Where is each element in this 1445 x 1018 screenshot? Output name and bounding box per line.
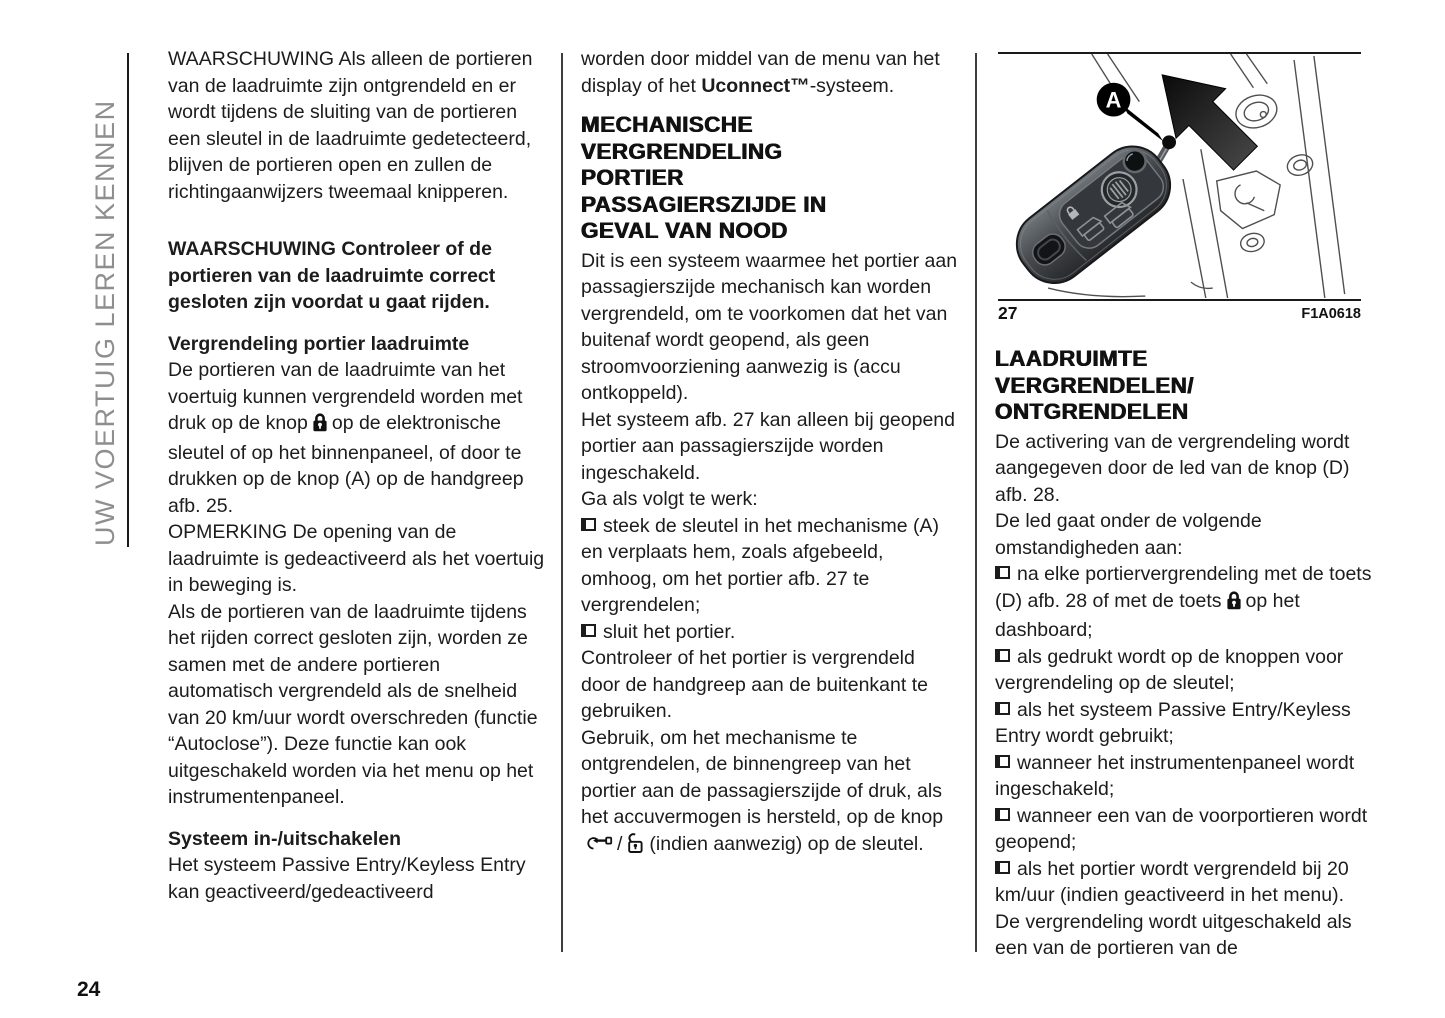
chapter-sidebar-title: UW VOERTUIG LEREN KENNEN — [90, 99, 120, 546]
bullet-lock-20kmh: als het portier wordt vergrendeld bij 20 km/uur (indien geactiveerd in het menu). — [995, 857, 1349, 906]
column-divider-1 — [561, 53, 563, 952]
bullet-square-icon — [995, 566, 1010, 579]
lock-closed-icon — [312, 412, 328, 440]
column-1 — [168, 46, 545, 905]
paragraph-note: OPMERKING De opening van de laadruimte is gedeactiveerd als het voertuig in beweging is. — [168, 521, 545, 596]
paragraph-procedure-intro: Ga als volgt te werk: — [581, 488, 758, 510]
bullet-square-icon — [995, 755, 1010, 768]
column-divider-2 — [975, 53, 977, 952]
page-number: 24 — [77, 978, 101, 1001]
bullet-passive-entry: als het systeem Passive Entry/Keyless Entry wordt gebruikt; — [995, 698, 1351, 747]
bullet-front-door-open: wanneer een van de voorportieren wordt geopend; — [995, 804, 1368, 853]
paragraph-check-lock: Controleer of het portier is vergrendeld door de handgreep aan de buitenkant te gebruiken. — [581, 647, 928, 722]
direction-arrow — [1162, 75, 1257, 170]
section-heading-cargo-lock-unlock: LAADRUIMTE VERGRENDELEN/ ONTGRENDELEN — [995, 346, 1194, 424]
bullet-lock-with-button: na elke portiervergrendeling met de toets (D) afb. 28 of met de toets op het dashboard; — [995, 563, 1372, 641]
sidebar-rule — [127, 53, 129, 547]
paragraph-unlock: Gebruik, om het mechanisme te ontgrendelen, de binnengreep van het portier aan de passagierszijde of druk, als het accuvermogen is hersteld, op de knop/ (indien aanwezig) op de sleutel. — [581, 725, 958, 861]
bullet-key-buttons: als gedrukt wordt op de knoppen voor vergrendeling op de sleutel; — [995, 645, 1344, 694]
bullet-instrument-panel: wanneer het instrumentenpaneel wordt ingeschakeld; — [995, 751, 1355, 800]
warning-paragraph-2: WAARSCHUWING Controleer of de portieren van de laadruimte correct gesloten zijn voordat u gaat rijden. — [168, 238, 496, 313]
door-lock-key-illustration — [995, 54, 1365, 298]
lock-open-icon — [626, 833, 645, 861]
uconnect-brand: Uconnect™ — [701, 74, 810, 97]
bullet-square-icon — [995, 702, 1010, 715]
car-unlock-icon — [585, 834, 613, 861]
trademark-symbol: ™ — [790, 74, 810, 97]
bullet-insert-key: steek de sleutel in het mechanisme (A) en verplaats hem, zoals afgebeeld, omhoog, om het portier afb. 27 te vergrendelen; — [581, 514, 939, 616]
paragraph-led-conditions-intro: De led gaat onder de volgende omstandigheden aan: — [995, 510, 1262, 559]
figure-code: F1A0618 — [1301, 306, 1361, 322]
bullet-square-icon — [995, 649, 1010, 662]
paragraph-uconnect: worden door middel van de menu van het display of het Uconnect™-systeem. — [581, 48, 940, 97]
column-2 — [581, 46, 958, 860]
subheading-cargo-door-lock: Vergrendeling portier laadruimte — [168, 332, 470, 355]
key-fob — [1004, 133, 1184, 296]
figure-bottom-rule — [998, 299, 1361, 301]
bullet-square-icon — [995, 808, 1010, 821]
bullet-square-icon — [581, 518, 596, 531]
subheading-system-on-off: Systeem in-/uitschakelen — [168, 827, 402, 850]
figure-number: 27 — [998, 303, 1018, 323]
warning-paragraph-1: WAARSCHUWING Als alleen de portieren van de laadruimte zijn ontgrendeld en er wordt tijdens de sluiting van de portieren een sleutel in de laadruimte gedetecteerd, blijven de portieren open en zullen de richtingaanwijzers tweemaal knipperen. — [168, 48, 533, 203]
paragraph-system-description: Dit is een systeem waarmee het portier aan passagierszijde mechanisch kan worden vergrendeld, om te voorkomen dat het van buitenaf wordt geopend, als geen stroomvoorziening aanwezig is (accu ontkoppeld). — [581, 249, 958, 404]
paragraph-autoclose: Als de portieren van de laadruimte tijdens het rijden correct gesloten zijn, worden ze samen met de andere portieren automatisch vergrendeld als de snelheid van 20 km/uur wordt overschreden (functie “Autoclose”). Deze functie kan ook uitgeschakeld worden via het menu op het instrumentenpaneel. — [168, 600, 538, 808]
paragraph-led-activation: De activering van de vergrendeling wordt aangegeven door de led van de knop (D) afb. 28. — [995, 430, 1350, 506]
callout-a-label: A — [1105, 87, 1122, 113]
bullet-close-door: sluit het portier. — [581, 619, 958, 646]
column-3 — [995, 338, 1372, 962]
bullet-square-icon — [995, 861, 1010, 874]
paragraph-cargo-lock: De portieren van de laadruimte van het voertuig kunnen vergrendeld worden met druk op de knop op de elektronische sleutel of op het binnenpaneel, of door te drukken op de knop (A) op de handgreep afb. 25. — [168, 359, 524, 517]
section-heading-mechanical-lock: MECHANISCHE VERGRENDELING PORTIER PASSAGIERSZIJDE IN GEVAL VAN NOOD — [581, 112, 827, 243]
figure-27 — [995, 54, 1365, 298]
bullet-square-icon — [581, 624, 596, 637]
paragraph-system-condition: Het systeem afb. 27 kan alleen bij geopend portier aan passagierszijde worden ingeschakeld. — [581, 408, 955, 484]
paragraph-passive-entry: Het systeem Passive Entry/Keyless Entry kan geactiveerd/gedeactiveerd — [168, 854, 526, 903]
lock-closed-icon — [1226, 590, 1242, 618]
paragraph-unlock-disabled: De vergrendeling wordt uitgeschakeld als een van de portieren van de — [995, 910, 1352, 959]
callout-pointer — [1123, 106, 1163, 142]
